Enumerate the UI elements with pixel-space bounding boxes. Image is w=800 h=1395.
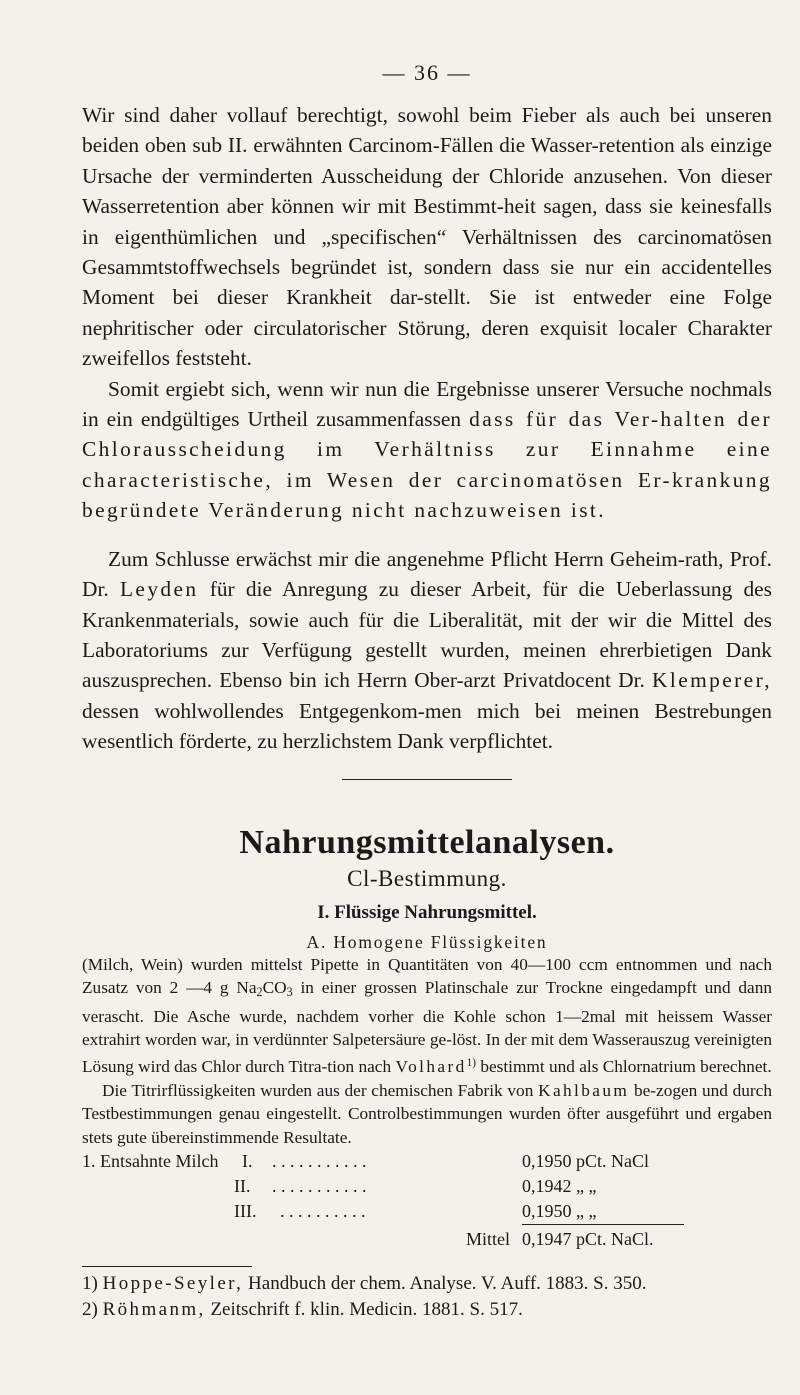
method-text-c: in einer grossen Platinschale zur Trockne eingedampft und dann verascht. Die Asche wurde, nachdem vorher die Kohle schon 1—2mal mit heissem Wasser extrahirt worden war, in verdünnter Salpetersäure ge-löst. In der mit dem Wasserauszug vereinigten Lösung wird das Chlor durch Titra-tion nach — [82, 978, 773, 1076]
summary-lead: Somit ergiebt sich, wenn wir nun die Ergebnisse unserer Versuche nochmals in ein endgültiges Urtheil zusammenfassen — [82, 376, 772, 432]
footnote-1 — [82, 1271, 772, 1297]
sum-rule — [522, 1224, 684, 1225]
results-label: 1. Entsahnte Milch — [82, 1151, 219, 1172]
name-volhard: Volhard — [395, 1056, 467, 1076]
page-number: — 36 — — [382, 60, 472, 85]
name-leyden: Leyden — [119, 577, 199, 602]
footnote-author: Röhmanm, — [102, 1299, 206, 1321]
titration-paragraph — [82, 1079, 772, 1150]
paragraph-summary — [82, 374, 772, 526]
leader-dots: . . . . . . . . . . . — [272, 1176, 367, 1197]
titration-text-a: Die Titrirflüssigkeiten wurden aus der chemischen Fabrik von — [102, 1080, 534, 1100]
method-text-a: (Milch, Wein) wurden mittelst Pipette in Quantitäten von 40—100 ccm entnommen und nach Zusatz von 2 —4 g Na — [82, 954, 772, 998]
footnote-2 — [82, 1297, 772, 1323]
mittel-value: 0,1947 pCt. NaCl. — [522, 1229, 654, 1250]
section-title: Nahrungsmittelanalysen. — [239, 823, 615, 861]
method-paragraph — [82, 953, 772, 1079]
footnote-text: Zeitschrift f. klin. Medicin. 1881. S. 517. — [210, 1299, 523, 1321]
method-text-d: bestimmt und als Chlornatrium berechnet. — [480, 1056, 772, 1076]
ack-text-c: dessen wohlwollendes Entgegenkom-men mich bei meinen Bestrebungen wesentlich förderte, zu herzlichstem Dank verpflichtet. — [82, 698, 772, 754]
document-page — [82, 60, 772, 1323]
subscript-3: 3 — [286, 985, 293, 1000]
ack-text-a: Zum Schlusse erwächst mir die angenehme Pflicht Herrn Geheim-rath, Prof. Dr. — [82, 546, 772, 602]
row-number: II. — [234, 1176, 251, 1197]
sub-heading: A. Homogene Flüssigkeiten — [306, 931, 548, 952]
body-text — [82, 100, 772, 757]
footnotes — [82, 1271, 772, 1323]
name-klemperer: Klemperer, — [652, 668, 772, 693]
footnote-mark: 2) — [82, 1299, 98, 1321]
paragraph-acknowledgement — [82, 544, 772, 757]
paragraph-conclusion: Wir sind daher vollauf berechtigt, sowohl beim Fieber als auch bei unseren beiden oben sub II. erwähnten Carcinom-Fällen die Wasser-retention als einzige Ursache der verminderten Ausscheidung der Chloride anzusehen. Von dieser Wasserretention aber können wir mit Bestimmt-heit sagen, dass sie keinesfalls in eigenthümlichen und „specifischen“ Verhältnissen des carcinomatösen Gesammtstoffwechsels begründet ist, sondern dass sie nur ein accidentelles Moment bei dieser Krankheit dar-stellt. Sie ist entweder eine Folge nephritischer oder circulatorischer Störung, deren exquisit localer Charakter zweifellos feststeht. — [82, 103, 772, 371]
row-value: 0,1950 „ „ — [522, 1201, 597, 1222]
row-value: 0,1942 „ „ — [522, 1176, 597, 1197]
mittel-row — [82, 1227, 772, 1252]
results-row — [82, 1149, 772, 1174]
footnote-ref-1: 1) — [466, 1056, 477, 1069]
mittel-label: Mittel — [466, 1229, 510, 1250]
name-kahlbaum: Kahlbaum — [538, 1080, 630, 1100]
part-heading: I. Flüssige Nahrungsmittel. — [317, 901, 537, 923]
row-number: I. — [242, 1151, 253, 1172]
section-subtitle: Cl-Bestimmung. — [347, 865, 507, 891]
results-table — [82, 1149, 772, 1252]
row-value: 0,1950 pCt. NaCl — [522, 1151, 650, 1172]
section-divider — [342, 779, 512, 780]
results-row — [82, 1174, 772, 1199]
results-row — [82, 1199, 772, 1224]
method-text — [82, 953, 772, 1150]
footnote-rule — [82, 1266, 252, 1267]
ack-text-b: für die Anregung zu dieser Arbeit, für die Ueberlassung des Krankenmaterials, sowie auch für die Liberalität, mit der wir die Mittel des Laboratoriums zur Verfügung gestellt wurden, meinen ehrerbietigen Dank auszusprechen. Ebenso bin ich Herrn Ober-arzt Privatdocent Dr. — [82, 577, 772, 693]
subscript-2: 2 — [256, 985, 263, 1000]
footnote-mark: 1) — [82, 1273, 98, 1295]
summary-spaced: dass für das Ver-halten der Chlorausscheidung im Verhältniss zur Einnahme eine characteristische, im Wesen der carcinomatösen Er-krankung begründete Veränderung nicht nachzuweisen ist. — [82, 407, 772, 523]
footnote-text: Handbuch der chem. Analyse. V. Auff. 1883. S. 350. — [248, 1273, 647, 1295]
footnote-author: Hoppe-Seyler, — [102, 1273, 244, 1295]
leader-dots: . . . . . . . . . . . — [272, 1151, 367, 1172]
method-text-b: CO — [262, 978, 287, 998]
row-number: III. — [234, 1201, 257, 1222]
titration-text-b: be-zogen und durch Testbestimmungen genau eingestellt. Controlbestimmungen wurden öfter ausgeführt und ergaben stets gute übereinstimmende Resultate. — [82, 1080, 772, 1147]
leader-dots: . . . . . . . . . . — [280, 1201, 366, 1222]
